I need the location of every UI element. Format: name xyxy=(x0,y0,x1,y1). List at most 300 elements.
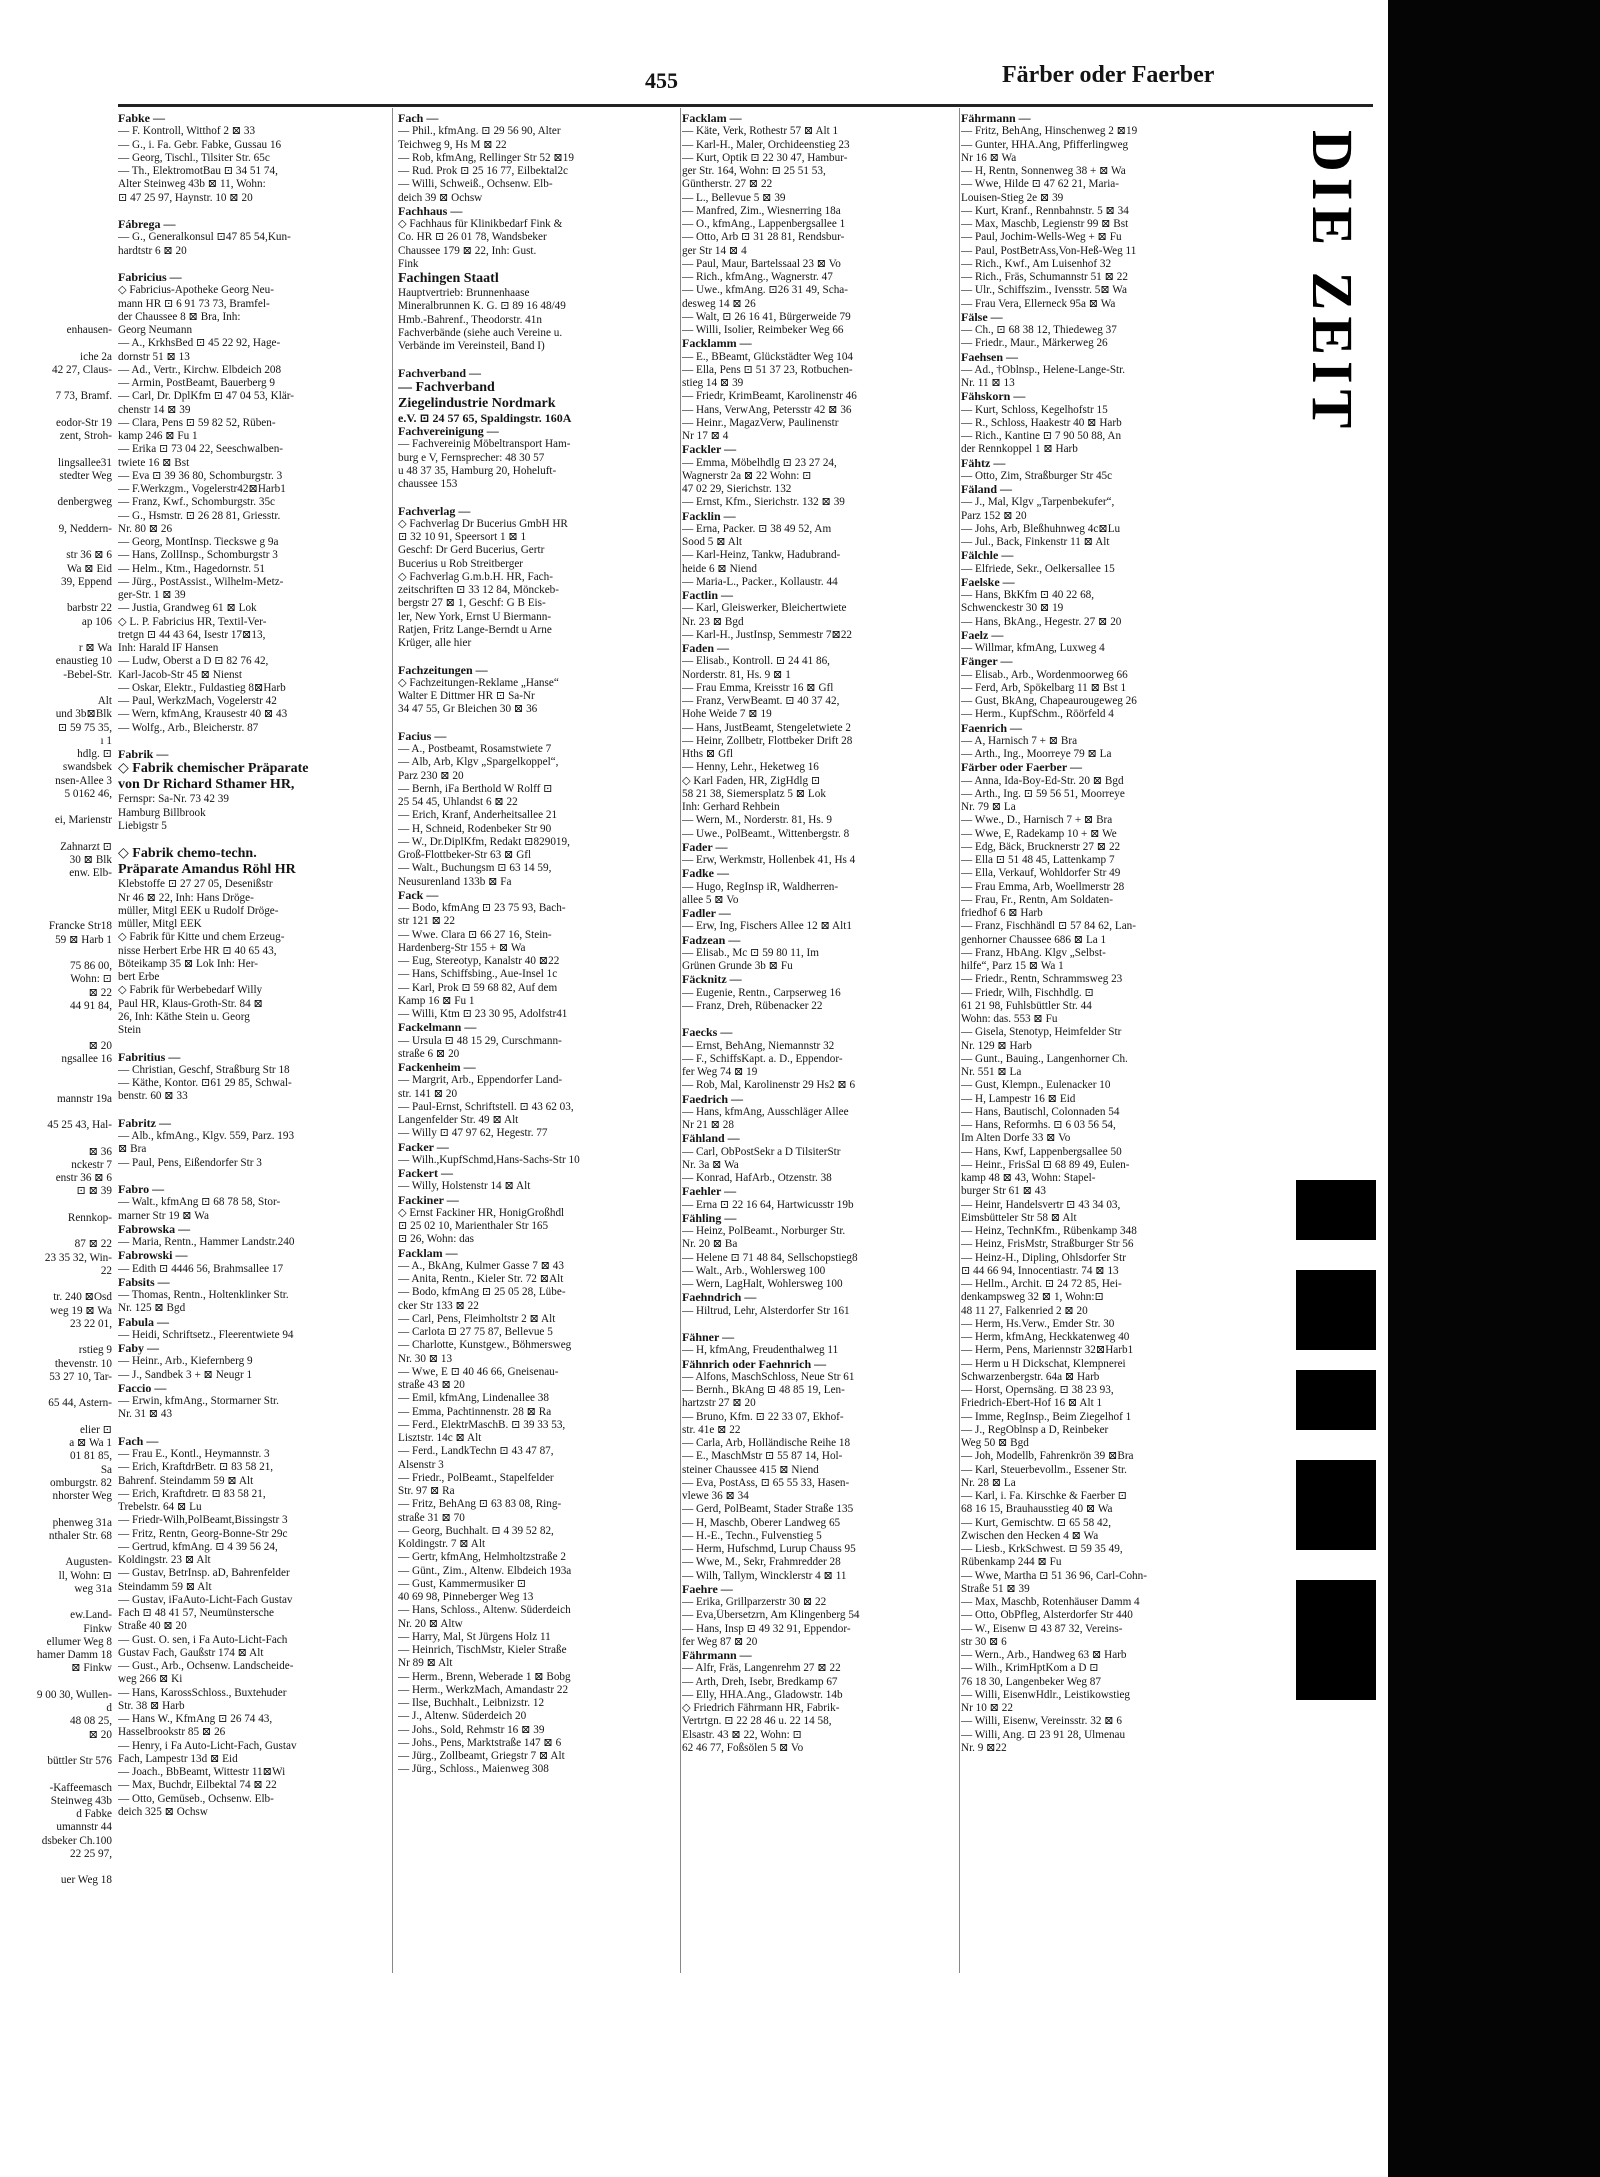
fragment-line: Zahnarzt ⊡ xyxy=(60,840,112,853)
surname-heading: Fackiner — xyxy=(398,1193,459,1207)
directory-entry: — Karl-Heinz, Tankw, Hadubrand- xyxy=(682,549,841,562)
directory-entry: — H, Rentn, Sonnenweg 38 + ⊠ Wa xyxy=(961,165,1126,177)
directory-entry: — Gust, BkAng, Chapeaurougeweg 26 xyxy=(961,695,1137,707)
directory-entry: Sood 5 ⊠ Alt xyxy=(682,536,743,548)
directory-entry: — Willi, Isolier, Reimbeker Weg 66 xyxy=(682,324,844,336)
surname-heading: Fabke — xyxy=(118,112,166,125)
fragment-line xyxy=(0,682,112,695)
directory-entry: — Frau Emma, Kreisstr 16 ⊠ Gfl xyxy=(682,681,834,694)
fragment-line xyxy=(0,589,112,602)
fragment-line xyxy=(0,377,112,390)
directory-entry: — Heinz, TechnKfm., Rübenkamp 348 xyxy=(961,1225,1137,1237)
fragment-line: ll, Wohn: ⊡ xyxy=(58,1569,112,1582)
directory-entry: — Frau E., Kontl., Heymannstr. 3 xyxy=(118,1448,270,1460)
surname-heading: Fäcknitz — xyxy=(682,973,742,987)
directory-entry: — Joh, Modellb, Fahrenkrön 39 ⊠Bra xyxy=(961,1450,1134,1463)
fragment-line: 01 81 85, xyxy=(70,1450,112,1463)
directory-entry: — Bernh, iFa Berthold W Rolff ⊡ xyxy=(398,782,553,795)
directory-entry: ger Str 14 ⊠ 4 xyxy=(682,244,747,257)
directory-entry: Weg 50 ⊠ Bgd xyxy=(961,1437,1029,1449)
directory-entry xyxy=(118,735,386,748)
directory-entry: ◇ Karl Faden, HR, ZigHdlg ⊡ xyxy=(682,774,821,787)
directory-entry: hartzstr 27 ⊠ 20 xyxy=(682,1397,756,1410)
directory-entry: deich 325 ⊠ Ochsw xyxy=(118,1805,208,1818)
fragment-line: 39, Eppend xyxy=(61,575,112,588)
directory-entry: — Friedr., Rentn, Schrammsweg 23 xyxy=(961,973,1123,986)
fragment-line: und 3b⊠Blk xyxy=(55,708,112,721)
fragment-line: 22 xyxy=(100,1264,112,1277)
directory-entry: marner Str 19 ⊠ Wa xyxy=(118,1209,209,1222)
directory-entry: Koldingstr. 23 ⊠ Alt xyxy=(118,1554,211,1566)
directory-entry: — Willi, Schweiß., Ochsenw. Elb- xyxy=(398,178,553,191)
surname-heading: Fach — xyxy=(118,1434,159,1448)
directory-entry: — Paul, Jochim-Wells-Weg + ⊠ Fu xyxy=(961,231,1122,244)
fragment-line: weg 31a xyxy=(74,1582,112,1595)
directory-entry: nisse Herbert Erbe HR ⊡ 40 65 43, xyxy=(118,944,277,957)
fragment-line: 59 ⊠ Harb 1 xyxy=(55,933,112,946)
directory-entry xyxy=(682,1013,960,1026)
surname-heading: Fábrega — xyxy=(118,218,176,231)
directory-entry: — A, Harnisch 7 + ⊠ Bra xyxy=(961,734,1078,747)
directory-entry xyxy=(682,1318,960,1331)
directory-entry: — Jürg., PostAssist., Wilhelm-Metz- xyxy=(118,575,284,588)
directory-entry: — Gustav, BetrInsp. aD, Bahrenfelder xyxy=(118,1567,290,1580)
directory-entry: — Hans, BkKfm ⊡ 40 22 68, xyxy=(961,589,1095,601)
directory-entry: zeitschriften ⊡ 33 12 84, Mönckeb- xyxy=(398,584,559,596)
directory-entry: — Heinr., Arb., Kiefernberg 9 xyxy=(118,1355,253,1368)
directory-entry: 26, Inh: Käthe Stein u. Georg xyxy=(118,1010,250,1023)
fragment-line xyxy=(0,165,112,178)
directory-column-4 xyxy=(961,112,1271,1755)
directory-entry: — Maria, Rentn., Hammer Landstr.240 xyxy=(118,1236,295,1248)
directory-entry: — Wern, kfmAng, Krausestr 40 ⊠ 43 xyxy=(118,708,288,721)
directory-column-1 xyxy=(118,112,386,1819)
fragment-line: phenweg 31a xyxy=(52,1516,112,1529)
directory-entry: fer Weg 87 ⊠ 20 xyxy=(682,1635,758,1648)
directory-entry: — Edith ⊡ 4446 56, Brahmsallee 17 xyxy=(118,1262,284,1275)
directory-entry: str. 141 ⊠ 20 xyxy=(398,1087,458,1100)
directory-entry: — Hans, JustBeamt, Stengeletwiete 2 xyxy=(682,721,852,734)
directory-entry: — Henny, Lehr., Heketweg 16 xyxy=(682,761,819,774)
directory-entry: — F.Werkzgm., Vogelerstr42⊠Harb1 xyxy=(118,483,286,495)
fragment-line xyxy=(0,1503,112,1516)
fragment-line xyxy=(0,1411,112,1424)
directory-entry: — Günt., Zim., Altenw. Elbdeich 193a xyxy=(398,1564,572,1577)
fragment-line: ı 1 xyxy=(100,734,112,747)
strip-bar xyxy=(1296,1270,1376,1350)
directory-entry: — Eugenie, Rentn., Carpserweg 16 xyxy=(682,986,841,999)
advertisement-strip xyxy=(1296,130,1376,780)
surname-heading: Fackelmann — xyxy=(398,1021,477,1035)
surname-heading: Fähskorn — xyxy=(961,390,1026,404)
directory-entry: Langenfelder Str. 49 ⊠ Alt xyxy=(398,1114,519,1126)
directory-entry: — G., Generalkonsul ⊡47 85 54,Kun- xyxy=(118,231,291,244)
surname-heading: Fabsits — xyxy=(118,1275,170,1289)
directory-entry: Karl-Jacob-Str 45 ⊠ Nienst xyxy=(118,668,243,681)
fragment-line: lingsallee31 xyxy=(57,456,112,469)
directory-entry: — Walt, ⊡ 26 16 41, Bürgerweide 79 xyxy=(682,310,851,323)
directory-entry: — Hans, Schloss., Altenw. Süderdeich xyxy=(398,1604,571,1617)
fragment-line: 9, Neddern- xyxy=(58,522,112,535)
directory-entry: — Erw, Ing, Fischers Allee 12 ⊠ Alt1 xyxy=(682,920,852,933)
surname-heading: Fackenheim — xyxy=(398,1061,476,1074)
directory-entry: ⊡ 44 66 94, Innocentiastr. 74 ⊠ 13 xyxy=(961,1264,1119,1277)
directory-entry: — Erich, Kranf, Anderheitsallee 21 xyxy=(398,809,558,822)
directory-entry: — Arth., Ing. ⊡ 59 56 51, Moorreye xyxy=(961,787,1125,800)
directory-entry: — Wilh., KrimHptKom a D ⊡ xyxy=(961,1662,1099,1675)
directory-entry: — Heinz-H., Dipling, Ohlsdorfer Str xyxy=(961,1251,1126,1264)
directory-entry: der Rennkoppel 1 ⊠ Harb xyxy=(961,443,1078,456)
directory-entry: Nr 89 ⊠ Alt xyxy=(398,1657,453,1670)
fragment-line: ngsallee 16 xyxy=(61,1052,112,1065)
column-divider xyxy=(392,108,393,1973)
directory-entry: — Franz, Fischhändl ⊡ 57 84 62, Lan- xyxy=(961,920,1136,933)
directory-entry xyxy=(118,1422,386,1435)
fragment-line xyxy=(0,1331,112,1344)
surname-heading: Fährmann — xyxy=(961,112,1031,125)
directory-entry: — Ad., Vertr., Kirchw. Elbdeich 208 xyxy=(118,363,282,376)
directory-entry: Inh: Harald IF Hansen xyxy=(118,642,219,654)
directory-entry: Fach ⊡ 48 41 57, Neumünstersche xyxy=(118,1607,275,1619)
surname-heading: Fähling — xyxy=(682,1211,737,1225)
fragment-line: 45 25 43, Hal- xyxy=(47,1119,112,1131)
directory-entry: Stein xyxy=(118,1024,141,1036)
directory-entry: Inh: Gerhard Rehbein xyxy=(682,801,780,813)
directory-entry: — Ferd., ElektrMaschB. ⊡ 39 33 53, xyxy=(398,1418,566,1431)
directory-entry: steiner Chaussee 415 ⊠ Niend xyxy=(682,1463,819,1476)
directory-entry: — Gunt., Bauing., Langenhorner Ch. xyxy=(961,1052,1128,1065)
directory-entry: Parz 152 ⊠ 20 xyxy=(961,509,1027,522)
directory-entry: — E., MaschMstr ⊡ 55 87 14, Hol- xyxy=(682,1450,843,1463)
directory-entry: Hths ⊠ Gfl xyxy=(682,748,734,760)
directory-entry: — Karl, i. Fa. Kirschke & Faerber ⊡ xyxy=(961,1490,1127,1502)
directory-entry: ◇ Fachverlag G.m.b.H. HR, Fach- xyxy=(398,570,553,583)
directory-entry: ger Str. 164, Wohn: ⊡ 25 51 53, xyxy=(682,165,826,177)
directory-entry: — Paul, Pens, Eißendorfer Str 3 xyxy=(118,1156,262,1169)
fragment-line: Rennkop- xyxy=(67,1211,112,1224)
directory-entry: — Eva ⊡ 39 36 80, Schomburgstr. 3 xyxy=(118,469,283,482)
directory-entry: hardtstr 6 ⊠ 20 xyxy=(118,244,187,257)
directory-entry: — Johs., Sold, Rehmstr 16 ⊠ 39 xyxy=(398,1723,545,1736)
directory-entry: — Margrit, Arb., Eppendorfer Land- xyxy=(398,1074,563,1087)
directory-entry: — Johs, Arb, Bleßhuhnweg 4c⊠Lu xyxy=(961,522,1121,535)
directory-entry: — Ursula ⊡ 48 15 29, Curschmann- xyxy=(398,1034,562,1047)
directory-entry: — Phil., kfmAng. ⊡ 29 56 90, Alter xyxy=(398,125,561,138)
surname-heading: Faelz — xyxy=(961,628,1004,642)
directory-entry: desweg 14 ⊠ 26 xyxy=(682,297,756,310)
directory-entry: ⊠ Bra xyxy=(118,1143,147,1156)
directory-entry: Hohe Weide 7 ⊠ 19 xyxy=(682,708,772,721)
directory-entry: — Elfriede, Sekr., Oelkersallee 15 xyxy=(961,562,1115,575)
fragment-line: enstr 36 ⊠ 6 xyxy=(55,1172,112,1184)
directory-entry: — H.-E., Techn., Fulvenstieg 5 xyxy=(682,1529,822,1542)
fragment-line: r ⊠ Wa xyxy=(78,642,112,654)
directory-entry: Ratjen, Fritz Lange-Berndt u Arne xyxy=(398,623,552,636)
directory-entry: — Heinz, PolBeamt., Norburger Str. xyxy=(682,1225,846,1237)
fragment-line: 30 ⊠ Blk xyxy=(69,854,112,866)
directory-entry: ◇ Ernst Fackiner HR, HonigGroßhdl xyxy=(398,1206,565,1219)
directory-entry: — Heinrich, TischMstr, Kieler Straße xyxy=(398,1644,567,1656)
surname-heading: Fabro — xyxy=(118,1183,165,1196)
directory-entry: — Otto, Arb ⊡ 31 28 81, Rendsbur- xyxy=(682,231,845,244)
directory-entry: — Hans, Schiffsbing., Aue-Insel 1c xyxy=(398,968,558,981)
directory-entry: — Imme, RegInsp., Beim Ziegelhof 1 xyxy=(961,1410,1132,1423)
directory-entry: — Walt., Buchungsm ⊡ 63 14 59, xyxy=(398,862,552,875)
directory-entry: — Eug, Stereotyp, Kanalstr 40 ⊠22 xyxy=(398,955,560,967)
fragment-line: ⊡ ⊠ 39 xyxy=(76,1185,112,1198)
fragment-line xyxy=(0,1013,112,1026)
directory-entry: Georg Neumann xyxy=(118,324,193,336)
fragment-line xyxy=(0,337,112,350)
directory-entry: Alter Steinweg 43b ⊠ 11, Wohn: xyxy=(118,178,266,191)
directory-entry: — Justia, Grandweg 61 ⊠ Lok xyxy=(118,602,257,615)
directory-entry: Paul HR, Klaus-Groth-Str. 84 ⊠ xyxy=(118,997,263,1010)
surname-heading: Fackler — xyxy=(682,443,737,457)
directory-entry: Nr. 125 ⊠ Bgd xyxy=(118,1302,186,1315)
directory-entry: — Otto, Gemüseb., Ochsenw. Elb- xyxy=(118,1792,274,1805)
directory-entry: Louisen-Stieg 2e ⊠ 39 xyxy=(961,191,1064,204)
directory-entry: — Rich., Kantine ⊡ 7 90 50 88, An xyxy=(961,430,1122,442)
directory-entry: — Jürg., Zollbeamt, Griegstr 7 ⊠ Alt xyxy=(398,1750,565,1762)
fragment-line: ⊠ 36 xyxy=(88,1145,112,1158)
directory-entry: — Karl-H., JustInsp, Semmestr 7⊠22 xyxy=(682,628,853,641)
directory-entry: friedhof 6 ⊠ Harb xyxy=(961,907,1043,919)
directory-entry: Wagnerstr 2a ⊠ 22 Wohn: ⊡ xyxy=(682,469,812,482)
directory-entry: — Elly, HHA.Ang., Gladowstr. 14b xyxy=(682,1688,843,1701)
fragment-line: eodor-Str 19 xyxy=(55,416,112,429)
directory-entry: vlewe 36 ⊠ 34 xyxy=(682,1490,749,1502)
directory-entry: stieg 14 ⊠ 39 xyxy=(682,377,744,389)
directory-entry: hilfe“, Parz 15 ⊠ Wa 1 xyxy=(961,960,1064,972)
surname-heading: Fabula — xyxy=(118,1315,170,1329)
directory-entry: ler, New York, Ernst U Biermann- xyxy=(398,610,552,623)
directory-entry: — Anita, Rentn., Kieler Str. 72 ⊠Alt xyxy=(398,1273,564,1285)
directory-entry: — Charlotte, Kunstgew., Böhmersweg xyxy=(398,1339,572,1352)
directory-entry: — Willi, Eisenw, Vereinsstr. 32 ⊠ 6 xyxy=(961,1715,1122,1728)
surname-heading: Fachvereinigung — xyxy=(398,425,499,438)
directory-entry: — Liesb., KrkSchwest. ⊡ 59 35 49, xyxy=(961,1543,1123,1555)
directory-entry: — Willi, EisenwHdlr., Leistikowstieg xyxy=(961,1688,1131,1701)
directory-entry: 25 54 45, Uhlandst 6 ⊠ 22 xyxy=(398,796,518,808)
surname-heading: Fadzean — xyxy=(682,933,741,947)
directory-entry: — Carla, Arb, Holländische Reihe 18 xyxy=(682,1437,851,1449)
directory-entry: ◇ L. P. Fabricius HR, Textil-Ver- xyxy=(118,615,267,628)
directory-entry: — Hans, Bautischl, Colonnaden 54 xyxy=(961,1105,1120,1118)
fragment-line: 23 22 01, xyxy=(70,1317,112,1330)
fragment-line xyxy=(0,629,112,642)
directory-entry: müller, Mitgl EEK xyxy=(118,918,202,930)
fragment-line xyxy=(0,1596,112,1609)
directory-entry: — Armin, PostBeamt, Bauerberg 9 xyxy=(118,377,276,389)
directory-entry: — Gertr, kfmAng, Helmholtzstraße 2 xyxy=(398,1551,566,1564)
directory-entry: — Ferd, Arb, Spökelbarg 11 ⊠ Bst 1 xyxy=(961,681,1127,694)
fragment-line: str 36 ⊠ 6 xyxy=(66,549,112,562)
directory-entry: — Wern., Arb., Handweg 63 ⊠ Harb xyxy=(961,1649,1127,1661)
directory-entry: Nr. 551 ⊠ La xyxy=(961,1066,1022,1078)
fragment-line: Wohn: ⊡ xyxy=(70,973,112,986)
directory-entry: Nr 16 ⊠ Wa xyxy=(961,151,1017,164)
directory-entry xyxy=(398,717,678,730)
directory-entry: fer Weg 74 ⊠ 19 xyxy=(682,1066,758,1078)
directory-entry xyxy=(118,205,386,218)
directory-entry: — Wwe, E, Radekamp 10 + ⊠ We xyxy=(961,827,1117,840)
directory-entry: ◇ Friedrich Fährmann HR, Fabrik- xyxy=(682,1702,840,1714)
directory-entry: — Ilse, Buchhalt., Leibnizstr. 12 xyxy=(398,1697,545,1709)
directory-entry: — Wwe, Hilde ⊡ 47 62 21, Maria- xyxy=(961,178,1119,191)
directory-entry: Schwenckestr 30 ⊠ 19 xyxy=(961,602,1064,615)
directory-entry: — Eva, PostAss, ⊡ 65 55 33, Hasen- xyxy=(682,1476,850,1489)
directory-entry: 47 02 29, Sierichstr. 132 xyxy=(682,483,792,495)
firm-entry-heading: Ziegelindustrie Nordmark xyxy=(398,395,556,411)
directory-entry: Kamp 16 ⊠ Fu 1 xyxy=(398,994,475,1007)
directory-entry: — J., RegOblnsp a D, Reinbeker xyxy=(961,1423,1109,1436)
directory-entry: — Karl, Gleiswerker, Bleichertwiete xyxy=(682,602,847,615)
fragment-line xyxy=(0,1106,112,1119)
directory-entry: denkampsweg 32 ⊠ 1, Wohn:⊡ xyxy=(961,1291,1104,1304)
directory-entry: — Horst, Opernsäng. ⊡ 38 23 93, xyxy=(961,1384,1114,1396)
surname-heading: Fabritz — xyxy=(118,1116,171,1130)
directory-entry: Nr. 28 ⊠ La xyxy=(961,1476,1016,1489)
directory-entry: bergstr 27 ⊠ 1, Geschf: G B Eis- xyxy=(398,597,546,610)
surname-heading: Fadler — xyxy=(682,907,731,920)
directory-entry: ◇ Fabrik für Werbebedarf Willy xyxy=(118,984,263,997)
fragment-line: 5 0162 46, xyxy=(64,787,112,800)
directory-entry: — Georg, Tischl., Tilsiter Str. 65c xyxy=(118,151,270,164)
fragment-line xyxy=(0,894,112,907)
directory-entry: — Carlota ⊡ 27 75 87, Bellevue 5 xyxy=(398,1326,553,1338)
directory-column-3 xyxy=(682,112,960,1755)
surname-heading: Faehsen — xyxy=(961,350,1018,364)
fragment-line: 7 73, Bramf. xyxy=(55,390,112,403)
directory-entry: — Gerd, PolBeamt, Stader Straße 135 xyxy=(682,1503,854,1516)
directory-entry: — Friedr-Wilh,PolBeamt,Bissingstr 3 xyxy=(118,1514,288,1527)
fragment-line: 87 ⊠ 22 xyxy=(74,1238,112,1251)
surname-heading: Faedrich — xyxy=(682,1092,743,1106)
directory-entry: — Wwe. Clara ⊡ 66 27 16, Stein- xyxy=(398,928,552,941)
directory-entry: Hmb.-Bahrenf., Theodorstr. 41n xyxy=(398,313,542,326)
directory-entry: — Kurt, Gemischtw. ⊡ 65 58 42, xyxy=(961,1516,1112,1529)
fragment-line: 48 08 25, xyxy=(70,1715,112,1728)
firm-entry-heading: — Fachverband xyxy=(398,379,495,395)
directory-entry: — Hiltrud, Lehr, Alsterdorfer Str 161 xyxy=(682,1304,850,1317)
surname-heading: Facklin — xyxy=(682,509,736,523)
directory-entry: Nr 46 ⊠ 22, Inh: Hans Dröge- xyxy=(118,891,254,904)
directory-entry: — Friedr, Wilh, Fischhdlg. ⊡ xyxy=(961,986,1094,999)
directory-entry xyxy=(118,833,386,846)
directory-entry: Straße 51 ⊠ 39 xyxy=(961,1582,1030,1595)
directory-entry: — Heinr., FrisSal ⊡ 68 89 49, Eulen- xyxy=(961,1158,1130,1171)
fragment-line xyxy=(0,1742,112,1755)
fragment-line xyxy=(0,205,112,218)
directory-entry: — Erwin, kfmAng., Stormarner Str. xyxy=(118,1395,279,1407)
directory-entry: Nr. 31 ⊠ 43 xyxy=(118,1408,173,1421)
fragment-line: ⊠ Finkw xyxy=(71,1662,112,1675)
header-rule xyxy=(118,104,1373,107)
fragment-line xyxy=(0,947,112,960)
fragment-line: büttler Str 576 xyxy=(47,1755,112,1767)
fragment-line: ei, Marienstr xyxy=(54,814,112,827)
directory-entry: ◇ Fabricius-Apotheke Georg Neu- xyxy=(118,284,274,297)
fragment-line: nsen-Allee 3 xyxy=(55,774,112,787)
fragment-line: barbstr 22 xyxy=(66,602,112,615)
directory-entry: — Herm u H Dickschat, Klempnerei xyxy=(961,1357,1126,1370)
directory-entry: Fink xyxy=(398,257,419,270)
directory-entry: — W., Dr.DiplKfm, Redakt ⊡829019, xyxy=(398,835,570,848)
directory-entry: burg e V, Fernsprecher: 48 30 57 xyxy=(398,451,545,464)
directory-entry: Nr. 79 ⊠ La xyxy=(961,801,1016,813)
directory-entry: Neusurenland 133b ⊠ Fa xyxy=(398,875,512,888)
fragment-line: 65 44, Astern- xyxy=(48,1397,112,1410)
surname-heading: Fähland — xyxy=(682,1132,740,1146)
fragment-line xyxy=(0,139,112,152)
directory-entry: — Gust., Arb., Ochsenw. Landscheide- xyxy=(118,1660,294,1672)
directory-entry: — Franz, HbAng. Klgv „Selbst- xyxy=(961,946,1106,959)
fragment-line: 23 35 32, Win- xyxy=(44,1251,112,1264)
directory-entry: — Paul, Maur, Bartelssaal 23 ⊠ Vo xyxy=(682,257,841,270)
fragment-line: 75 86 00, xyxy=(70,960,112,972)
directory-entry: — Gust, Kammermusiker ⊡ xyxy=(398,1577,527,1590)
directory-entry: — Hans, Insp ⊡ 49 32 91, Eppendor- xyxy=(682,1622,851,1635)
firm-entry-heading: ◇ Fabrik chemo-techn. xyxy=(118,846,257,862)
fragment-line: ew.Land- xyxy=(70,1609,112,1622)
directory-entry: — Herm., KupfSchm., Röörfeld 4 xyxy=(961,708,1114,721)
directory-entry: — Rob, Mal, Karolinenstr 29 Hs2 ⊠ 6 xyxy=(682,1079,856,1092)
fragment-line: denbergweg xyxy=(57,496,112,509)
directory-entry: Alsenstr 3 xyxy=(398,1458,444,1471)
directory-entry: — Rob, kfmAng, Rellinger Str 52 ⊠19 xyxy=(398,151,574,164)
directory-entry: — Rich., Kwf., Am Luisenhof 32 xyxy=(961,257,1112,270)
directory-entry: Bucerius u Rob Streitberger xyxy=(398,557,524,570)
directory-entry: — Elisab., Mc ⊡ 59 80 11, Im xyxy=(682,946,819,959)
fragment-line xyxy=(0,404,112,417)
directory-entry: — Hans, BkAng., Hegestr. 27 ⊠ 20 xyxy=(961,615,1122,628)
directory-entry: — Max, Buchdr, Eilbektal 74 ⊠ 22 xyxy=(118,1779,277,1792)
directory-entry: — Willi, Ktm ⊡ 23 30 95, Adolfstr41 xyxy=(398,1008,568,1020)
fragment-line: Sa xyxy=(100,1463,112,1476)
directory-entry: — Erna ⊡ 22 16 64, Hartwicusstr 19b xyxy=(682,1198,854,1211)
directory-entry: ⊡ 47 25 97, Haynstr. 10 ⊠ 20 xyxy=(118,191,253,204)
directory-entry: Nr 17 ⊠ 4 xyxy=(682,430,729,442)
surname-heading: Facklam — xyxy=(682,112,742,125)
directory-entry: 68 16 15, Brauhausstieg 40 ⊠ Wa xyxy=(961,1503,1113,1516)
directory-entry: — Helm., Ktm., Hagedornstr. 51 xyxy=(118,562,265,575)
surname-heading: Facker — xyxy=(398,1140,449,1154)
fragment-line xyxy=(0,152,112,165)
directory-entry: — Willy ⊡ 47 97 62, Hegestr. 77 xyxy=(398,1127,548,1140)
directory-entry: Norderstr. 81, Hs. 9 ⊠ 1 xyxy=(682,668,791,681)
directory-entry: — Alb., kfmAng., Klgv. 559, Parz. 193 xyxy=(118,1130,295,1142)
fragment-line: zent, Stroh- xyxy=(59,430,112,442)
directory-entry: — Paul, WerkzMach, Vogelerstr 42 xyxy=(118,695,277,707)
directory-entry: — Emma, Möbelhdlg ⊡ 23 27 24, xyxy=(682,456,837,469)
directory-entry: — Henry, i Fa Auto-Licht-Fach, Gustav xyxy=(118,1739,297,1752)
directory-entry: Liebigstr 5 xyxy=(118,819,167,832)
directory-entry: straße 31 ⊠ 70 xyxy=(398,1511,465,1524)
directory-entry: — H, Lampestr 16 ⊠ Eid xyxy=(961,1092,1076,1105)
fragment-line xyxy=(0,881,112,894)
directory-entry xyxy=(118,1104,386,1117)
fragment-line xyxy=(0,192,112,205)
directory-entry: — Hugo, RegInsp iR, Waldherren- xyxy=(682,880,839,893)
directory-entry: — Ella ⊡ 51 48 45, Lattenkamp 7 xyxy=(961,854,1115,866)
fragment-line: mannstr 19a xyxy=(57,1092,112,1105)
directory-entry: — Wwe, M., Sekr, Frahmredder 28 xyxy=(682,1556,841,1569)
fragment-line: iche 2a xyxy=(80,350,112,363)
directory-entry: heide 6 ⊠ Niend xyxy=(682,562,757,575)
fragment-line: uer Weg 18 xyxy=(60,1874,112,1887)
firm-entry-heading: Präparate Amandus Röhl HR xyxy=(118,862,296,878)
directory-entry: Gustav Fach, Gaußstr 174 ⊠ Alt xyxy=(118,1646,264,1659)
